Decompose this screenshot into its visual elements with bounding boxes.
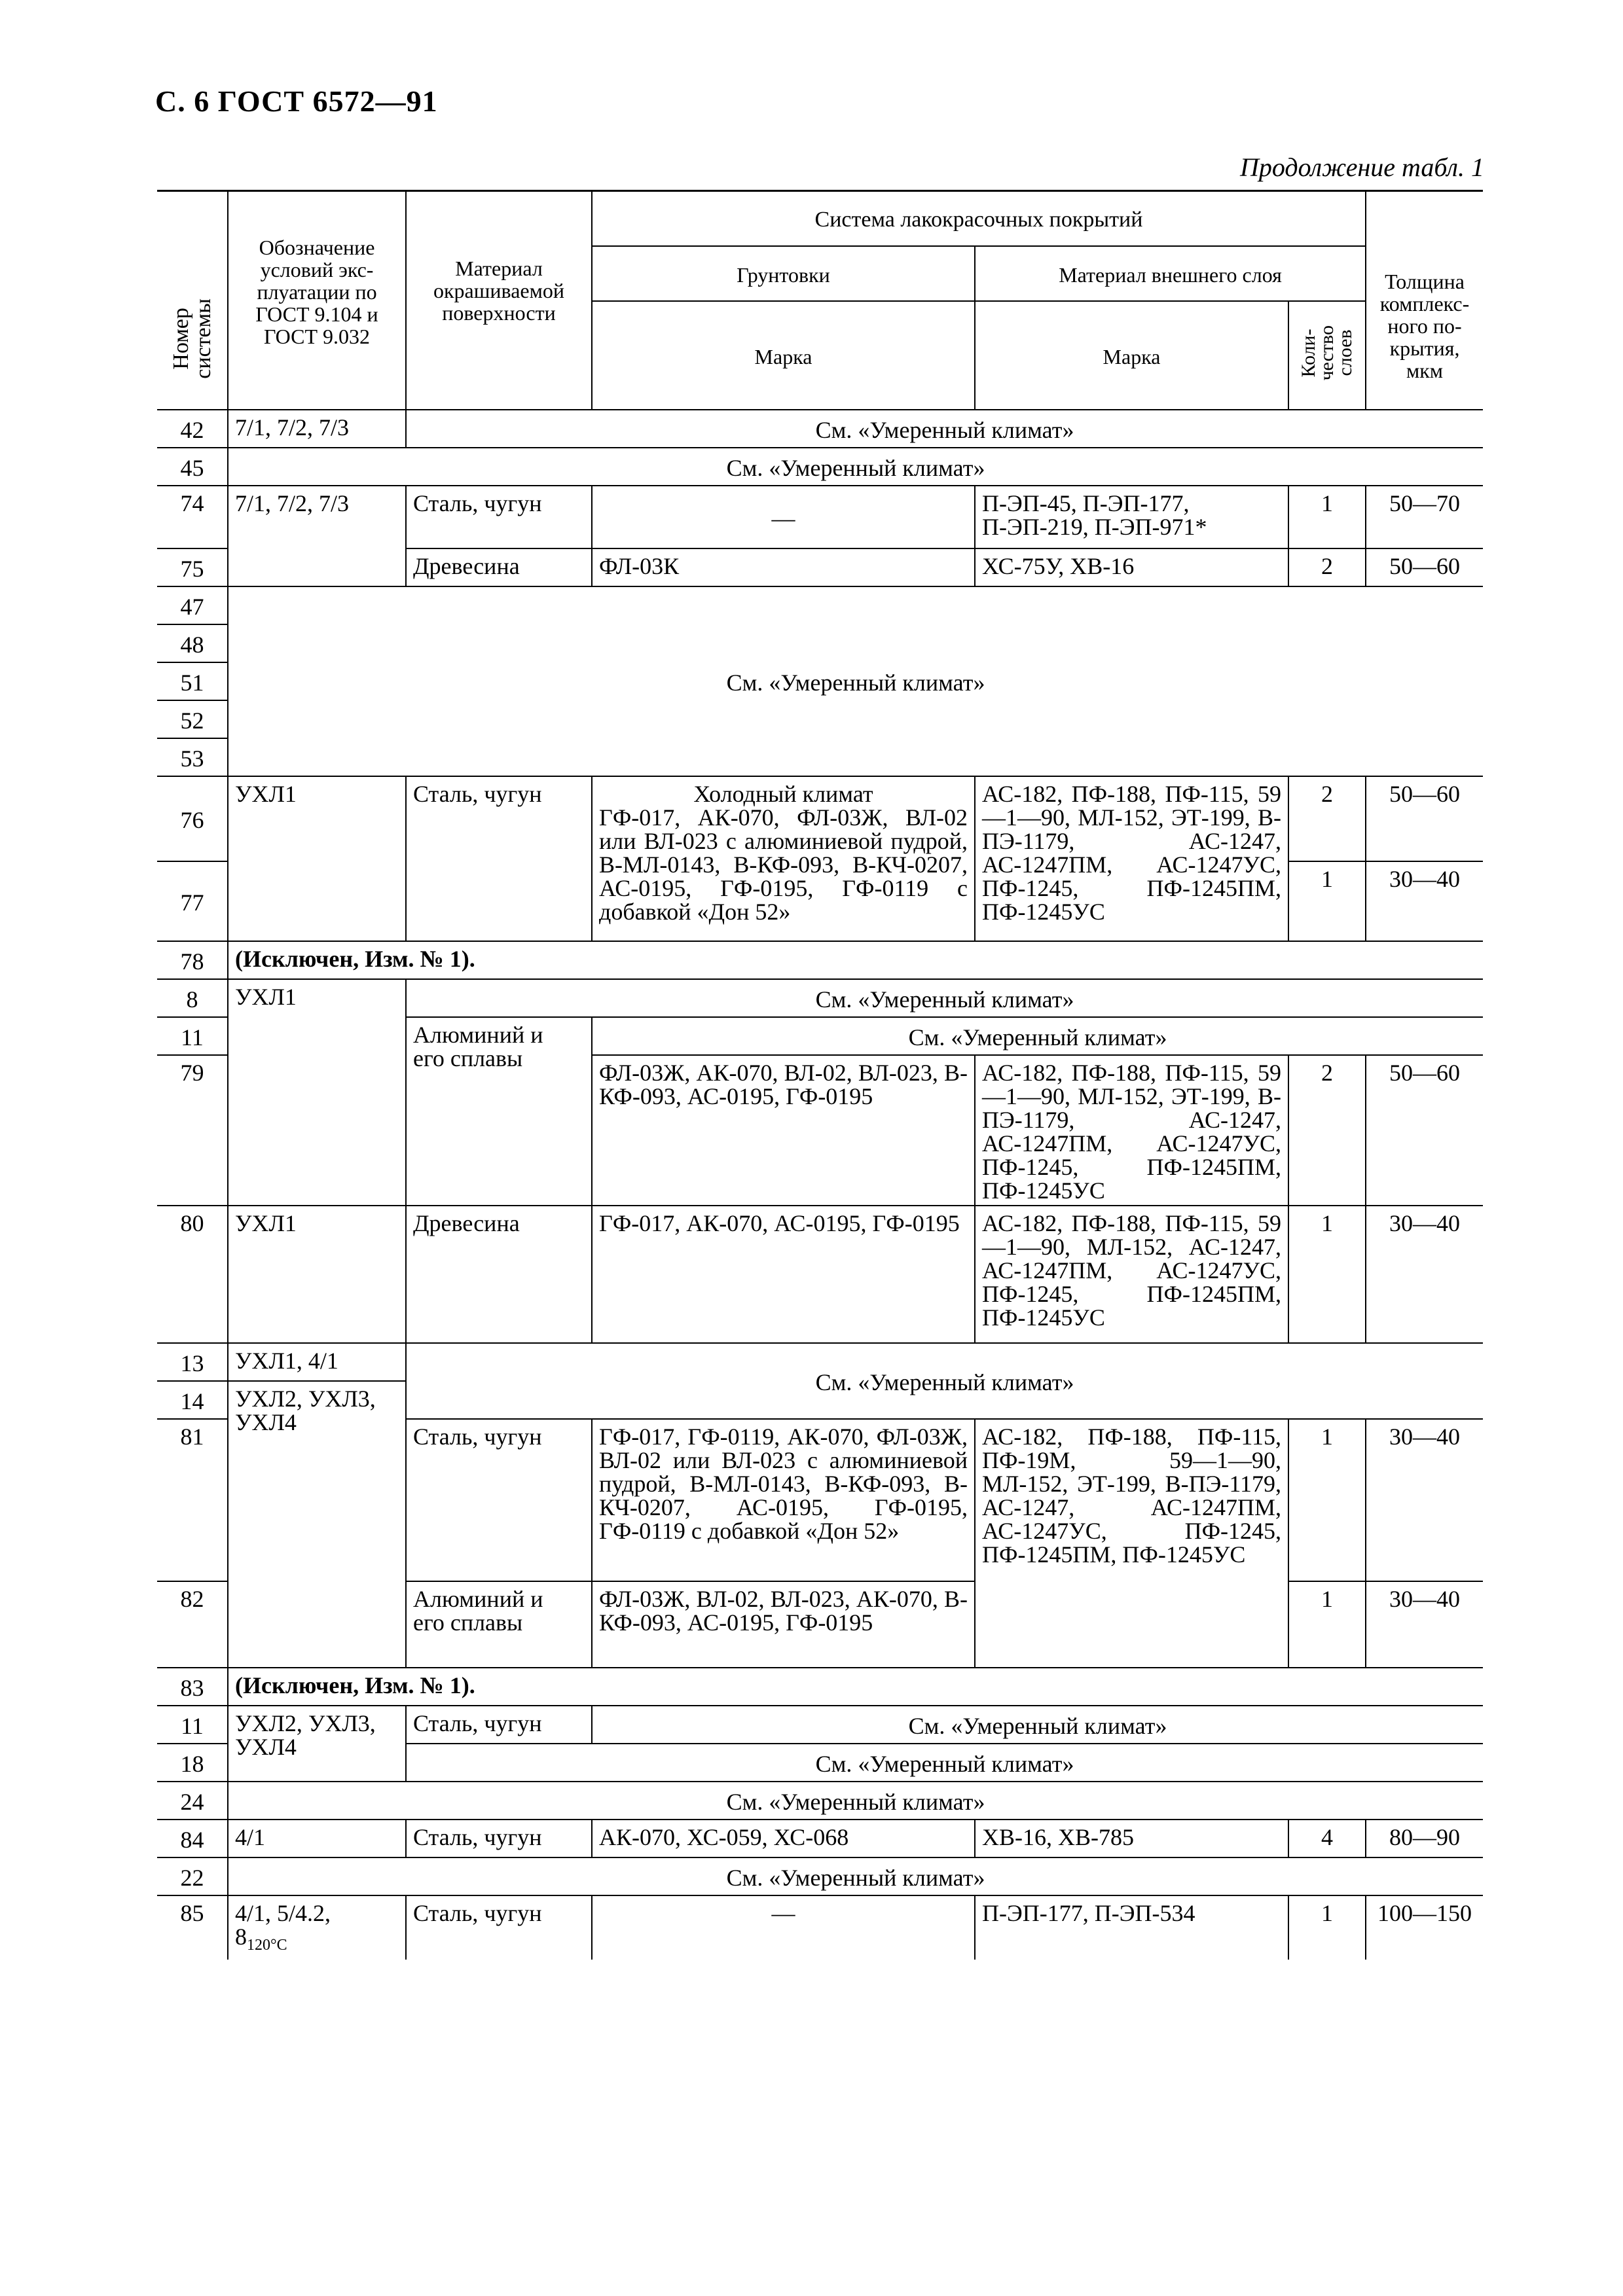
system-number: 76 — [157, 776, 228, 861]
system-number: 47 — [157, 586, 228, 624]
primer-dash: — — [592, 486, 975, 548]
system-number: 83 — [157, 1668, 228, 1706]
see-temperate-note: См. «Умеренный климат» — [406, 1744, 1483, 1782]
excluded-note: (Исключен, Изм. № 1). — [228, 941, 1483, 979]
table-row — [157, 776, 1483, 861]
table-row — [157, 1820, 1483, 1857]
thickness-cell: 30—40 — [1366, 1581, 1483, 1668]
layers-cell: 1 — [1288, 861, 1366, 941]
outer-cell: ХС-75У, ХВ-16 — [975, 548, 1288, 586]
outer-cell: АС-182, ПФ-188, ПФ-115, 59—1—90, МЛ-152, ЭТ-199, В-ПЭ-1179, АС-1247, АС-1247ПМ, АС-1247УС, ПФ-1245, ПФ-1245ПМ, ПФ-1245УС — [975, 776, 1288, 941]
conditions-temp-base: 8 — [235, 1923, 247, 1950]
see-temperate-note: См. «Умеренный климат» — [228, 586, 1483, 776]
conditions-cell: УХЛ1 — [228, 1206, 406, 1343]
thickness-cell: 50—60 — [1366, 776, 1483, 861]
layers-cell: 2 — [1288, 1055, 1366, 1206]
system-number: 77 — [157, 861, 228, 941]
layers-cell: 2 — [1288, 776, 1366, 861]
conditions-cell: УХЛ2, УХЛ3, УХЛ4 — [228, 1706, 406, 1782]
conditions-cell: УХЛ2, УХЛ3, УХЛ4 — [228, 1381, 406, 1668]
page-header: С. 6 ГОСТ 6572—91 — [155, 84, 438, 118]
system-number: 13 — [157, 1343, 228, 1381]
conditions-text: 4/1, 5/4.2, — [235, 1899, 331, 1926]
layers-cell: 1 — [1288, 1895, 1366, 1960]
header-conditions: Обозначение условий экс- плуатации по ГОСТ 9.104 и ГОСТ 9.032 — [228, 191, 406, 410]
table-row — [157, 1706, 1483, 1744]
outer-cell: ХВ-16, ХВ-785 — [975, 1820, 1288, 1857]
table-row — [157, 941, 1483, 979]
system-number: 11 — [157, 1017, 228, 1055]
header-coating-system: Система лакокрасочных покрытий — [592, 191, 1366, 246]
system-number: 48 — [157, 624, 228, 662]
see-temperate-note: См. «Умеренный климат» — [592, 1017, 1483, 1055]
material-cell: Сталь, чугун — [406, 1820, 592, 1857]
material-cell: Древесина — [406, 548, 592, 586]
conditions-cell: 7/1, 7/2, 7/3 — [228, 486, 406, 586]
conditions-temp-sub: 120°С — [247, 1936, 287, 1954]
conditions-cell: УХЛ1 — [228, 979, 406, 1206]
material-cell: Древесина — [406, 1206, 592, 1343]
primer-section-title: Холодный климат — [693, 780, 873, 807]
table-row — [157, 1782, 1483, 1820]
header-outer-brand: Марка — [975, 301, 1288, 410]
header-system-number: Номер системы — [157, 191, 228, 410]
see-temperate-note: См. «Умеренный климат» — [406, 979, 1483, 1017]
system-number: 24 — [157, 1782, 228, 1820]
table-row — [157, 1206, 1483, 1343]
primer-dash: — — [592, 1895, 975, 1960]
system-number: 42 — [157, 410, 228, 448]
thickness-cell: 50—60 — [1366, 548, 1483, 586]
conditions-cell: УХЛ1, 4/1 — [228, 1343, 406, 1381]
system-number: 45 — [157, 448, 228, 486]
layers-cell: 1 — [1288, 1419, 1366, 1581]
outer-cell: АС-182, ПФ-188, ПФ-115, ПФ-19М, 59—1—90, МЛ-152, ЭТ-199, В-ПЭ-1179, АС-1247, АС-1247ПМ, АС-1247УС, ПФ-1245, ПФ-1245ПМ, ПФ-1245УС — [975, 1419, 1288, 1668]
see-temperate-note: См. «Умеренный климат» — [228, 1782, 1483, 1820]
header-material: Материал окрашиваемой поверхности — [406, 191, 592, 410]
table-row — [157, 1343, 1483, 1381]
outer-cell: АС-182, ПФ-188, ПФ-115, 59—1—90, МЛ-152, ЭТ-199, В-ПЭ-1179, АС-1247, АС-1247ПМ, АС-1247УС, ПФ-1245, ПФ-1245ПМ, ПФ-1245УС — [975, 1055, 1288, 1206]
system-number: 53 — [157, 738, 228, 776]
outer-cell: П-ЭП-45, П-ЭП-177, П-ЭП-219, П-ЭП-971* — [975, 486, 1288, 548]
system-number: 51 — [157, 662, 228, 700]
table-continuation-label: Продолжение табл. 1 — [1239, 152, 1484, 182]
system-number: 80 — [157, 1206, 228, 1343]
header-layers-count: Коли- чество слоев — [1288, 301, 1366, 410]
system-number: 84 — [157, 1820, 228, 1857]
primer-list: ГФ-017, АК-070, ФЛ-03Ж, ВЛ-02 или ВЛ-023 с алюминиевой пудрой, В-МЛ-0143, В-КФ-093, В-КЧ-0207, АС-0195, ГФ-0195, ГФ-0119 с добавкой «Дон 52» — [599, 804, 968, 925]
conditions-cell: 7/1, 7/2, 7/3 — [228, 410, 406, 448]
material-cell: Алюминий и его сплавы — [406, 1017, 592, 1206]
header-primers: Грунтовки — [592, 246, 975, 301]
table-row — [157, 1857, 1483, 1895]
system-number: 8 — [157, 979, 228, 1017]
table-row — [157, 486, 1483, 548]
layers-cell: 1 — [1288, 486, 1366, 548]
material-cell: Сталь, чугун — [406, 1895, 592, 1960]
see-temperate-note: См. «Умеренный климат» — [592, 1706, 1483, 1744]
conditions-cell — [228, 1895, 406, 1960]
see-temperate-note: См. «Умеренный климат» — [228, 1857, 1483, 1895]
thickness-cell: 30—40 — [1366, 1206, 1483, 1343]
header-primer-brand: Марка — [592, 301, 975, 410]
table-row — [157, 1668, 1483, 1706]
table-row — [157, 410, 1483, 448]
system-number: 85 — [157, 1895, 228, 1960]
primer-cell: ГФ-017, ГФ-0119, АК-070, ФЛ-03Ж, ВЛ-02 или ВЛ-023 с алюминиевой пудрой, В-МЛ-0143, В-КФ-093, В-КЧ-0207, АС-0195, ГФ-0195, ГФ-0119 с добавкой «Дон 52» — [592, 1419, 975, 1581]
primer-cell: ФЛ-03Ж, АК-070, ВЛ-02, ВЛ-023, В-КФ-093, АС-0195, ГФ-0195 — [592, 1055, 975, 1206]
primer-cell: АК-070, ХС-059, ХС-068 — [592, 1820, 975, 1857]
thickness-cell: 100—150 — [1366, 1895, 1483, 1960]
table-row — [157, 979, 1483, 1017]
thickness-cell: 50—70 — [1366, 486, 1483, 548]
table-row — [157, 586, 1483, 624]
layers-cell: 4 — [1288, 1820, 1366, 1857]
system-number: 79 — [157, 1055, 228, 1206]
layers-cell: 1 — [1288, 1581, 1366, 1668]
system-number: 52 — [157, 700, 228, 738]
outer-cell: АС-182, ПФ-188, ПФ-115, 59—1—90, МЛ-152, АС-1247, АС-1247ПМ, АС-1247УС, ПФ-1245, ПФ-1245ПМ, ПФ-1245УС — [975, 1206, 1288, 1343]
system-number: 75 — [157, 548, 228, 586]
conditions-cell: УХЛ1 — [228, 776, 406, 941]
system-number: 82 — [157, 1581, 228, 1668]
system-number: 78 — [157, 941, 228, 979]
material-cell: Алюминий и его сплавы — [406, 1581, 592, 1668]
system-number: 81 — [157, 1419, 228, 1581]
primer-cell: ГФ-017, АК-070, АС-0195, ГФ-0195 — [592, 1206, 975, 1343]
material-cell: Сталь, чугун — [406, 1706, 592, 1744]
see-temperate-note: См. «Умеренный климат» — [406, 1343, 1483, 1419]
primer-cell: ФЛ-03Ж, ВЛ-02, ВЛ-023, АК-070, В-КФ-093, АС-0195, ГФ-0195 — [592, 1581, 975, 1668]
system-number: 22 — [157, 1857, 228, 1895]
layers-cell: 1 — [1288, 1206, 1366, 1343]
header-thickness: Толщина комплекс- ного по- крытия, мкм — [1366, 191, 1483, 410]
conditions-cell: 4/1 — [228, 1820, 406, 1857]
table-row — [157, 1895, 1483, 1960]
material-cell: Сталь, чугун — [406, 486, 592, 548]
header-outer-material: Материал внешнего слоя — [975, 246, 1366, 301]
system-number: 18 — [157, 1744, 228, 1782]
thickness-cell: 80—90 — [1366, 1820, 1483, 1857]
outer-cell: П-ЭП-177, П-ЭП-534 — [975, 1895, 1288, 1960]
coating-systems-table — [157, 190, 1483, 1960]
thickness-cell: 30—40 — [1366, 861, 1483, 941]
system-number: 74 — [157, 486, 228, 548]
system-number: 11 — [157, 1706, 228, 1744]
material-cell: Сталь, чугун — [406, 776, 592, 941]
see-temperate-note: См. «Умеренный климат» — [228, 448, 1483, 486]
primer-cell — [592, 776, 975, 941]
excluded-note: (Исключен, Изм. № 1). — [228, 1668, 1483, 1706]
see-temperate-note: См. «Умеренный климат» — [406, 410, 1483, 448]
table-row — [157, 448, 1483, 486]
layers-cell: 2 — [1288, 548, 1366, 586]
material-cell: Сталь, чугун — [406, 1419, 592, 1581]
thickness-cell: 30—40 — [1366, 1419, 1483, 1581]
thickness-cell: 50—60 — [1366, 1055, 1483, 1206]
primer-cell: ФЛ-03К — [592, 548, 975, 586]
system-number: 14 — [157, 1381, 228, 1419]
